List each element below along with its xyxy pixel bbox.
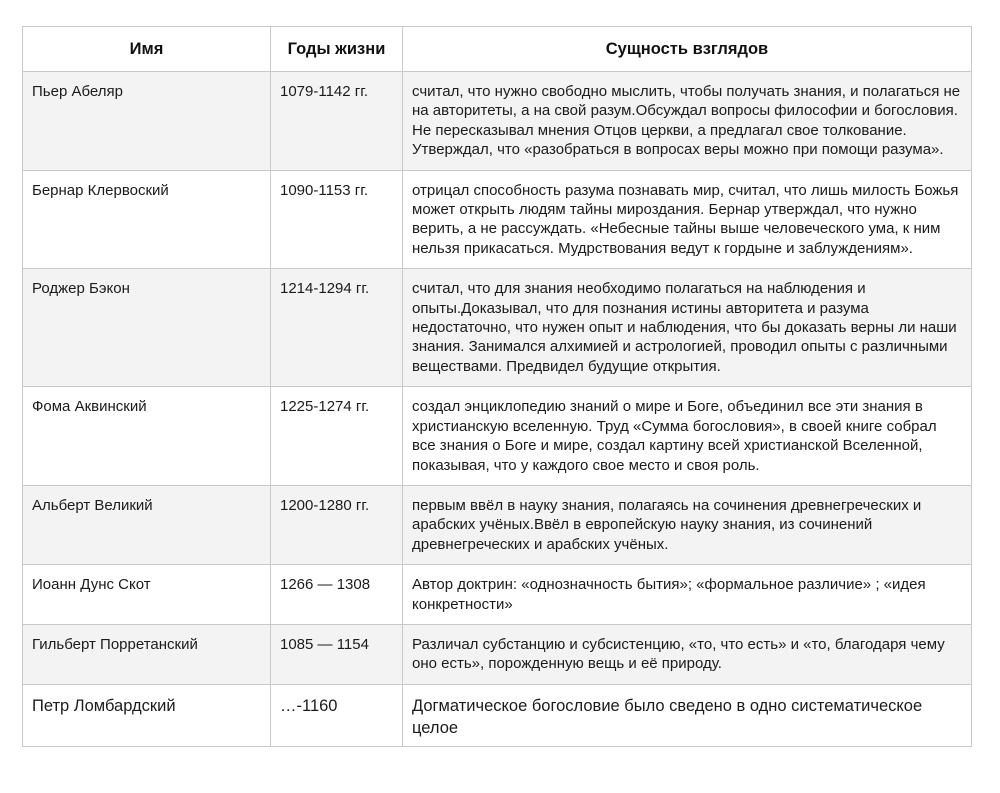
cell-views: Различал субстанцию и субсистенцию, «то, что есть» и «то, благодаря чему оно есть», порожденную вещь и её природу. [403, 624, 972, 684]
table-row [23, 485, 972, 564]
cell-views: считал, что для знания необходимо полагаться на наблюдения и опыты.Доказывал, что для познания истины авторитета и разума недостаточно, что нужен опыт и наблюдения, что бы доказать верны ли наши знания. Занимался алхимией и астрологией, проводил опыты с различными веществами. Предвидел будущие открытия. [403, 269, 972, 387]
cell-years: 1090-1153 гг. [271, 170, 403, 269]
cell-views: Догматическое богословие было сведено в одно систематическое целое [403, 684, 972, 746]
table-row [23, 624, 972, 684]
cell-years: 1214-1294 гг. [271, 269, 403, 387]
table-row [23, 269, 972, 387]
cell-name: Фома Аквинский [23, 387, 271, 486]
cell-years: 1225-1274 гг. [271, 387, 403, 486]
table-row [23, 684, 972, 746]
table-header [23, 27, 972, 72]
cell-name: Петр Ломбардский [23, 684, 271, 746]
cell-years: 1266 — 1308 [271, 565, 403, 625]
cell-views: первым ввёл в науку знания, полагаясь на сочинения древнегреческих и арабских учёных.Ввёл в европейскую науку знания, из сочинений древнегреческих и арабских учёных. [403, 485, 972, 564]
cell-name: Альберт Великий [23, 485, 271, 564]
cell-name: Гильберт Порретанский [23, 624, 271, 684]
cell-name: Иоанн Дунс Скот [23, 565, 271, 625]
cell-views: отрицал способность разума познавать мир, считал, что лишь милость Божья может открыть людям тайны мироздания. Бернар утверждал, что нужно верить, а не рассуждать. «Небесные тайны выше человеческого ума, к ним нельзя прикасаться. Мудрствования ведут к гордыне и заблуждениям». [403, 170, 972, 269]
table-row [23, 387, 972, 486]
cell-years: …-1160 [271, 684, 403, 746]
header-row [23, 27, 972, 72]
cell-name: Роджер Бэкон [23, 269, 271, 387]
cell-views: считал, что нужно свободно мыслить, чтобы получать знания, и полагаться не на авторитеты, а на свой разум.Обсуждал вопросы философии и богословия. Не пересказывал мнения Отцов церкви, а предлагал свое толкование. Утверждал, что «разобраться в вопросах веры можно при помощи разума». [403, 72, 972, 171]
cell-years: 1200-1280 гг. [271, 485, 403, 564]
cell-years: 1079-1142 гг. [271, 72, 403, 171]
philosophers-table [22, 26, 972, 747]
cell-views: создал энциклопедию знаний о мире и Боге, объединил все эти знания в христианскую вселенную. Труд «Сумма богословия», в своей книге собрал все знания о Боге и мире, создал картину всей христианской Вселенной, показывая, что у каждого свое место и своя роль. [403, 387, 972, 486]
table-row [23, 170, 972, 269]
cell-views: Автор доктрин: «однозначность бытия»; «формальное различие» ; «идея конкретности» [403, 565, 972, 625]
cell-name: Бернар Клервоский [23, 170, 271, 269]
header-views: Сущность взглядов [403, 27, 972, 72]
table-row [23, 565, 972, 625]
table-row [23, 72, 972, 171]
header-name: Имя [23, 27, 271, 72]
table-body [23, 72, 972, 747]
cell-years: 1085 — 1154 [271, 624, 403, 684]
header-years: Годы жизни [271, 27, 403, 72]
cell-name: Пьер Абеляр [23, 72, 271, 171]
